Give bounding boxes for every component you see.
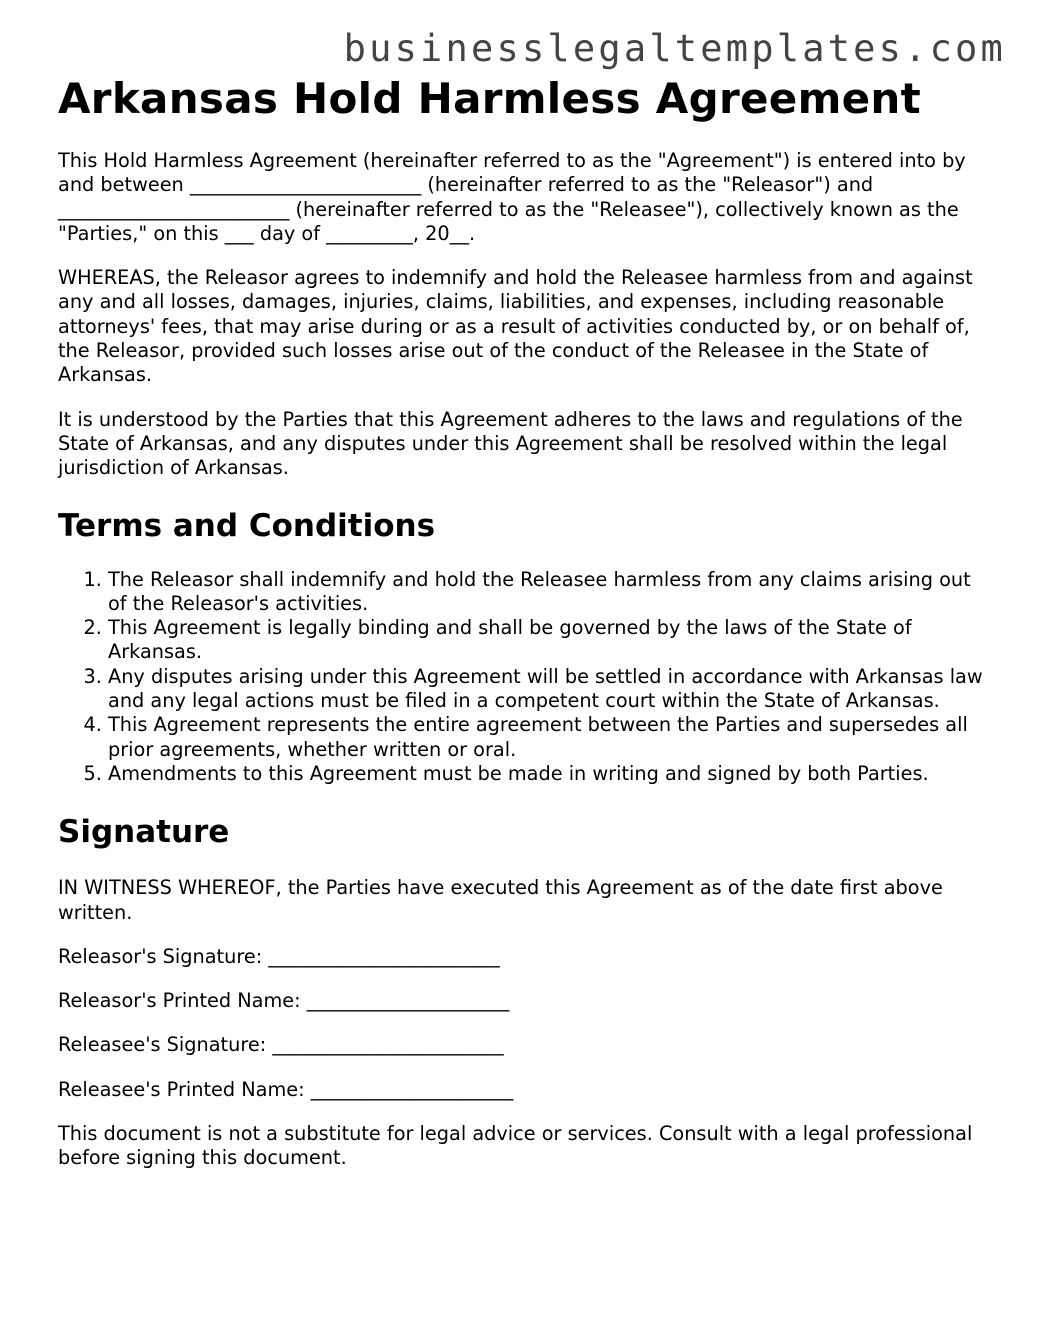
terms-item: 4. This Agreement represents the entire agreement between the Parties and supersedes all prior agreements, whether written or oral. — [108, 713, 988, 762]
releasor-signature-line: Releasor's Signature: ________________________ — [58, 944, 500, 968]
document-body — [58, 74, 988, 1171]
intro-paragraph: This Hold Harmless Agreement (hereinafter referred to as the "Agreement") is entered into by and between ________________________ (hereinafter referred to as the "Releasor") and ________________________ (hereinafter referred to as the "Releasee"), collectively known as the "Parties," on this ___ day of _________, 20__. — [58, 149, 966, 245]
terms-item: 3. Any disputes arising under this Agreement will be settled in accordance with Arkansas law and any legal actions must be filed in a competent court within the State of Arkansas. — [108, 665, 988, 714]
signature-heading: Signature — [58, 814, 230, 851]
whereas-paragraph: WHEREAS, the Releasor agrees to indemnify and hold the Releasee harmless from and against any and all losses, damages, injuries, claims, liabilities, and expenses, including reasonable attorneys' fees, that may arise during or as a result of activities conducted by, or on behalf of, the Releasor, provided such losses arise out of the conduct of the Releasee in the State of Arkansas. — [58, 266, 973, 387]
disclaimer-paragraph: This document is not a substitute for legal advice or services. Consult with a legal professional before signing this document. — [58, 1122, 973, 1170]
releasee-signature-line: Releasee's Signature: ________________________ — [58, 1033, 504, 1057]
document-title: Arkansas Hold Harmless Agreement — [58, 74, 921, 123]
terms-item: 5. Amendments to this Agreement must be made in writing and signed by both Parties. — [108, 762, 988, 786]
releasee-printed-name-line: Releasee's Printed Name: _____________________ — [58, 1077, 514, 1101]
watermark: businesslegaltemplates.com — [343, 27, 1006, 70]
terms-heading: Terms and Conditions — [58, 507, 436, 544]
releasor-printed-name-line: Releasor's Printed Name: _____________________ — [58, 989, 510, 1013]
terms-item: 2. This Agreement is legally binding and shall be governed by the laws of the State of Arkansas. — [108, 616, 988, 665]
witness-paragraph: IN WITNESS WHEREOF, the Parties have executed this Agreement as of the date first above written. — [58, 876, 943, 924]
jurisdiction-paragraph: It is understood by the Parties that this Agreement adheres to the laws and regulations of the State of Arkansas, and any disputes under this Agreement shall be resolved within the legal jurisdiction of Arkansas. — [58, 407, 963, 480]
terms-item: 1. The Releasor shall indemnify and hold the Releasee harmless from any claims arising out of the Releasor's activities. — [108, 568, 988, 617]
terms-list — [58, 568, 988, 787]
